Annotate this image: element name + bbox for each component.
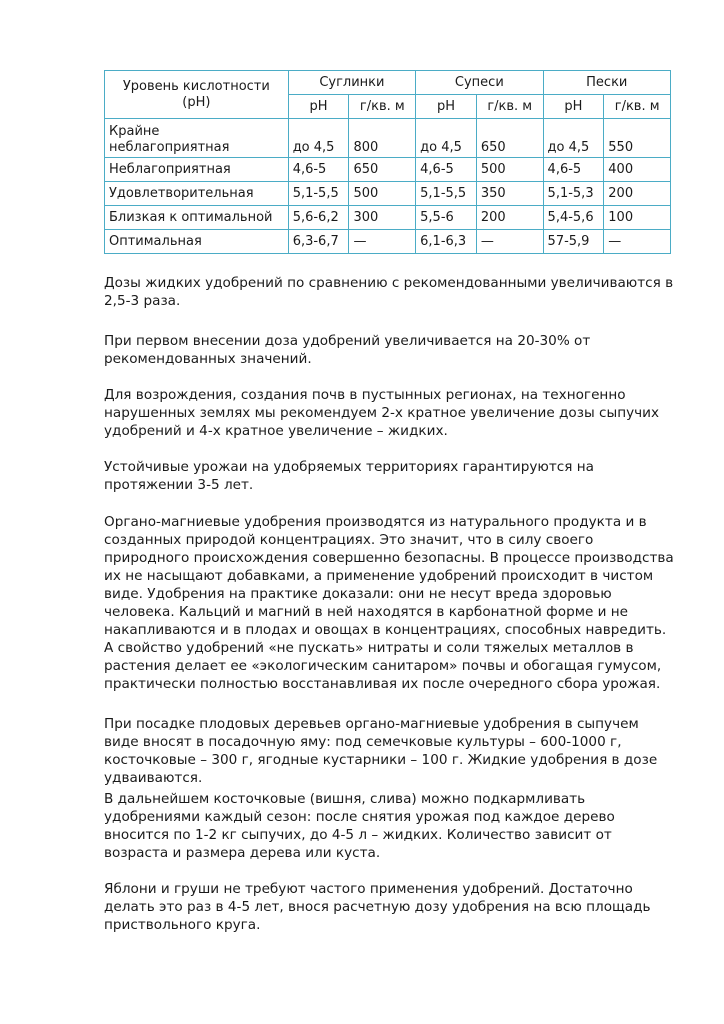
table-row: [105, 158, 671, 182]
cell-sandy-loam-ph: 4,6-5: [416, 158, 477, 182]
paragraph-desert-regions: Для возрождения, создания почв в пустынных регионах, на техногенно нарушенных землях мы рекомендуем 2-х кратное увеличение дозы сыпучих удобрений и 4-х кратное увеличение – жидких.: [104, 387, 660, 439]
subheader-ph: рН: [416, 95, 477, 119]
paragraph-planting-trees: При посадке плодовых деревьев органо-магниевые удобрения в сыпучем виде вносят в посадочную яму: под семечковые культуры – 600-1000 г, косточковые – 300 г, ягодные кустарники – 100 г. Жидкие удобрения в дозе удваиваются.: [104, 716, 658, 786]
cell-sandy-loam-dose: 200: [476, 206, 543, 230]
paragraph-liquid-dose: Дозы жидких удобрений по сравнению с рекомендованными увеличиваются в 2,5-3 раза.: [104, 275, 674, 309]
table-row: [105, 182, 671, 206]
cell-sandy-loam-ph: 5,5-6: [416, 206, 477, 230]
subheader-ph: рН: [288, 95, 349, 119]
cell-sandy-loam-ph: 5,1-5,5: [416, 182, 477, 206]
cell-sand-ph: 4,6-5: [543, 158, 604, 182]
cell-sand-dose: 550: [604, 119, 671, 158]
paragraph-stone-fruit-feeding: В дальнейшем косточковые (вишня, слива) можно подкармливать удобрениями каждый сезон: после снятия урожая под каждое дерево вносится по 1-2 кг сыпучих, до 4-5 л – жидких. Количество зависит от возраста и размера дерева или куста.: [104, 791, 615, 861]
cell-loam-dose: 300: [349, 206, 416, 230]
cell-level: Близкая к оптимальной: [105, 206, 289, 230]
subheader-dose: г/кв. м: [476, 95, 543, 119]
cell-level: Неблагоприятная: [105, 158, 289, 182]
cell-level: Оптимальная: [105, 230, 289, 254]
cell-sand-ph: до 4,5: [543, 119, 604, 158]
acidity-table: [104, 70, 671, 254]
header-soil-sand: Пески: [543, 71, 670, 95]
subheader-ph: рН: [543, 95, 604, 119]
cell-loam-dose: —: [349, 230, 416, 254]
paragraph-apples-pears: Яблони и груши не требуют частого применения удобрений. Достаточно делать это раз в 4-5 лет, внося расчетную дозу удобрения на всю площадь приствольного круга.: [104, 881, 651, 933]
table-header-row: [105, 71, 671, 95]
cell-sandy-loam-dose: 500: [476, 158, 543, 182]
paragraph-stable-yields: Устойчивые урожаи на удобряемых территориях гарантируются на протяжении 3-5 лет.: [104, 459, 594, 493]
subheader-dose: г/кв. м: [349, 95, 416, 119]
header-acidity-level: Уровень кислотности (рН): [105, 71, 289, 119]
cell-loam-dose: 500: [349, 182, 416, 206]
subheader-dose: г/кв. м: [604, 95, 671, 119]
header-soil-loam: Суглинки: [288, 71, 415, 95]
cell-sandy-loam-ph: 6,1-6,3: [416, 230, 477, 254]
cell-level: Удовлетворительная: [105, 182, 289, 206]
cell-sandy-loam-dose: 650: [476, 119, 543, 158]
cell-loam-ph: 4,6-5: [288, 158, 349, 182]
paragraph-organo-magnesium: Органо-магниевые удобрения производятся из натурального продукта и в созданных природой концентрациях. Это значит, что в силу своего природного происхождения совершенно безопасны. В процессе производства их не насыщают добавками, а применение удобрений происходит в чистом виде. Удобрения на практике доказали: они не несут вреда здоровью человека. Кальций и магний в ней находятся в карбонатной форме и не накапливаются и в плодах и овощах в концентрациях, способных навредить. А свойство удобрений «не пускать» нитраты и соли тяжелых металлов в растения делает ее «экологическим санитаром» почвы и обогащая гумусом, практически полностью восстанавливая их после очередного сбора урожая.: [104, 514, 674, 692]
cell-loam-ph: до 4,5: [288, 119, 349, 158]
cell-sand-dose: 200: [604, 182, 671, 206]
cell-sand-ph: 57-5,9: [543, 230, 604, 254]
cell-loam-ph: 5,6-6,2: [288, 206, 349, 230]
cell-loam-dose: 650: [349, 158, 416, 182]
cell-sandy-loam-ph: до 4,5: [416, 119, 477, 158]
cell-loam-ph: 5,1-5,5: [288, 182, 349, 206]
table-row: [105, 230, 671, 254]
cell-sandy-loam-dose: 350: [476, 182, 543, 206]
table-row: [105, 119, 671, 158]
cell-sand-dose: —: [604, 230, 671, 254]
table-row: [105, 206, 671, 230]
cell-sandy-loam-dose: —: [476, 230, 543, 254]
cell-level: Крайне неблагоприятная: [105, 119, 289, 158]
cell-loam-dose: 800: [349, 119, 416, 158]
paragraph-first-application: При первом внесении доза удобрений увеличивается на 20-30% от рекомендованных значений.: [104, 333, 591, 367]
cell-sand-ph: 5,1-5,3: [543, 182, 604, 206]
header-soil-sandy-loam: Супеси: [416, 71, 543, 95]
cell-sand-ph: 5,4-5,6: [543, 206, 604, 230]
cell-sand-dose: 400: [604, 158, 671, 182]
cell-loam-ph: 6,3-6,7: [288, 230, 349, 254]
cell-sand-dose: 100: [604, 206, 671, 230]
